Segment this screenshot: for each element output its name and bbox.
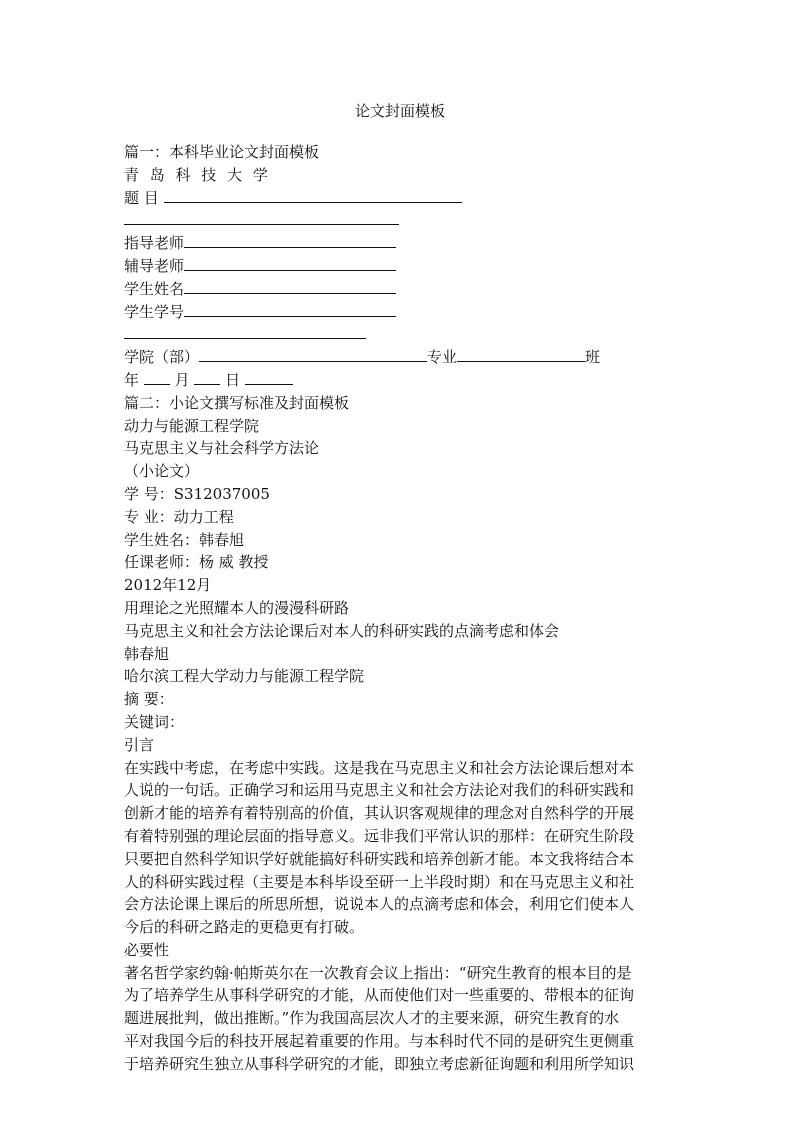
student-id-label: 学生学号 (124, 302, 185, 321)
college-label: 学院（部） (124, 348, 200, 367)
necessity-line: 为了培养学生从事科学研究的才能，从而使他们对一些重要的、带根本的征询 (124, 986, 635, 1005)
student-id: 学 号：S312037005 (124, 484, 270, 503)
document-title: 论文封面模板 (354, 102, 445, 120)
necessity-line: 题进展批判，做出推断。”作为我国高层次人才的主要来源，研究生教育的水 (124, 1009, 620, 1028)
month-label: 月 (174, 370, 190, 389)
student-id-underline (184, 301, 396, 317)
blank-field (124, 323, 694, 346)
day-label: 日 (225, 370, 241, 389)
title-underline (164, 187, 462, 203)
course-name: 马克思主义与社会科学方法论 (124, 439, 320, 458)
paper-subtitle: 马克思主义和社会方法论课后对本人的科研实践的点滴考虑和体会 (124, 621, 560, 640)
university-name: 青 岛 科 技 大 学 (124, 165, 271, 184)
teacher: 任课老师：杨 威 教授 (124, 553, 269, 572)
intro-line: 会方法论课上课后的所思所想，说说本人的点滴考虑和体会，利用它们使本人 (124, 895, 635, 914)
date-field (124, 369, 694, 392)
keywords-label: 关键词： (124, 712, 185, 731)
intro-line: 人说的一句话。正确学习和运用马克思主义和社会方法论对我们的科研实践和 (124, 781, 635, 800)
advisor-label: 指导老师 (124, 234, 185, 253)
necessity-heading: 必要性 (124, 940, 170, 959)
intro-line: 今后的科研之路走的更稳更有打破。 (124, 918, 365, 937)
part1-heading: 篇一：本科毕业论文封面模板 (124, 143, 320, 161)
advisor-underline (184, 232, 396, 248)
necessity-line: 平对我国今后的科技开展起着重要的作用。与本科时代不同的是研究生更侧重 (124, 1032, 635, 1051)
blank-underline (124, 323, 366, 339)
college-major-field (124, 346, 694, 369)
part2-heading: 篇二：小论文撰写标准及封面模板 (124, 393, 350, 412)
student-name-label: 学生姓名 (124, 279, 185, 298)
affiliation: 哈尔滨工程大学动力与能源工程学院 (124, 667, 365, 686)
intro-line: 人的科研实践过程（主要是本科毕设至研一上半段时期）和在马克思主义和社 (124, 872, 635, 891)
student-name: 学生姓名：韩春旭 (124, 530, 245, 549)
year-underline (144, 369, 170, 385)
major-underline (457, 346, 585, 362)
assistant-label: 辅导老师 (124, 256, 185, 275)
intro-heading: 引言 (124, 735, 155, 754)
advisor-field (124, 232, 694, 255)
college-name: 动力与能源工程学院 (124, 416, 260, 435)
major: 专 业：动力工程 (124, 507, 234, 526)
title-continuation-underline (124, 209, 399, 225)
date: 2012年12月 (124, 576, 212, 595)
major-label: 专业 (427, 348, 458, 367)
intro-line: 只要把自然科学知识学好就能搞好科研实践和培养创新才能。本文我将结合本 (124, 849, 635, 868)
class-label: 班 (585, 348, 601, 367)
necessity-line: 于培养研究生独立从事科学研究的才能，即独立考虑新征询题和利用所学知识 (124, 1054, 635, 1073)
student-name-field (124, 278, 694, 301)
intro-line: 创新才能的培养有着特别高的价值，其认识客观规律的理念对自然科学的开展 (124, 804, 635, 823)
necessity-line: 著名哲学家约翰·帕斯英尔在一次教育会议上指出：“研究生教育的根本目的是 (124, 963, 632, 982)
title-field (124, 187, 694, 210)
student-id-field (124, 301, 694, 324)
paper-type: （小论文） (124, 462, 200, 481)
assistant-field (124, 255, 694, 278)
title-label: 题 目 (124, 188, 159, 207)
paper-title: 用理论之光照耀本人的漫漫科研路 (124, 598, 350, 617)
intro-line: 有着特别强的理论层面的指导意义。远非我们平常认识的那样：在研究生阶段 (124, 826, 635, 845)
intro-paragraph (124, 757, 694, 939)
necessity-paragraph (124, 962, 694, 1076)
college-underline (199, 346, 427, 362)
month-underline (194, 369, 220, 385)
year-label: 年 (124, 370, 140, 389)
student-name-underline (184, 278, 396, 294)
day-underline (245, 369, 293, 385)
document-body (124, 141, 694, 1076)
title-continuation-field (124, 209, 694, 232)
abstract-label: 摘 要： (124, 690, 174, 709)
author: 韩春旭 (124, 644, 170, 663)
intro-line: 在实践中考虑，在考虑中实践。这是我在马克思主义和社会方法论课后想对本 (124, 758, 635, 777)
assistant-underline (184, 255, 396, 271)
